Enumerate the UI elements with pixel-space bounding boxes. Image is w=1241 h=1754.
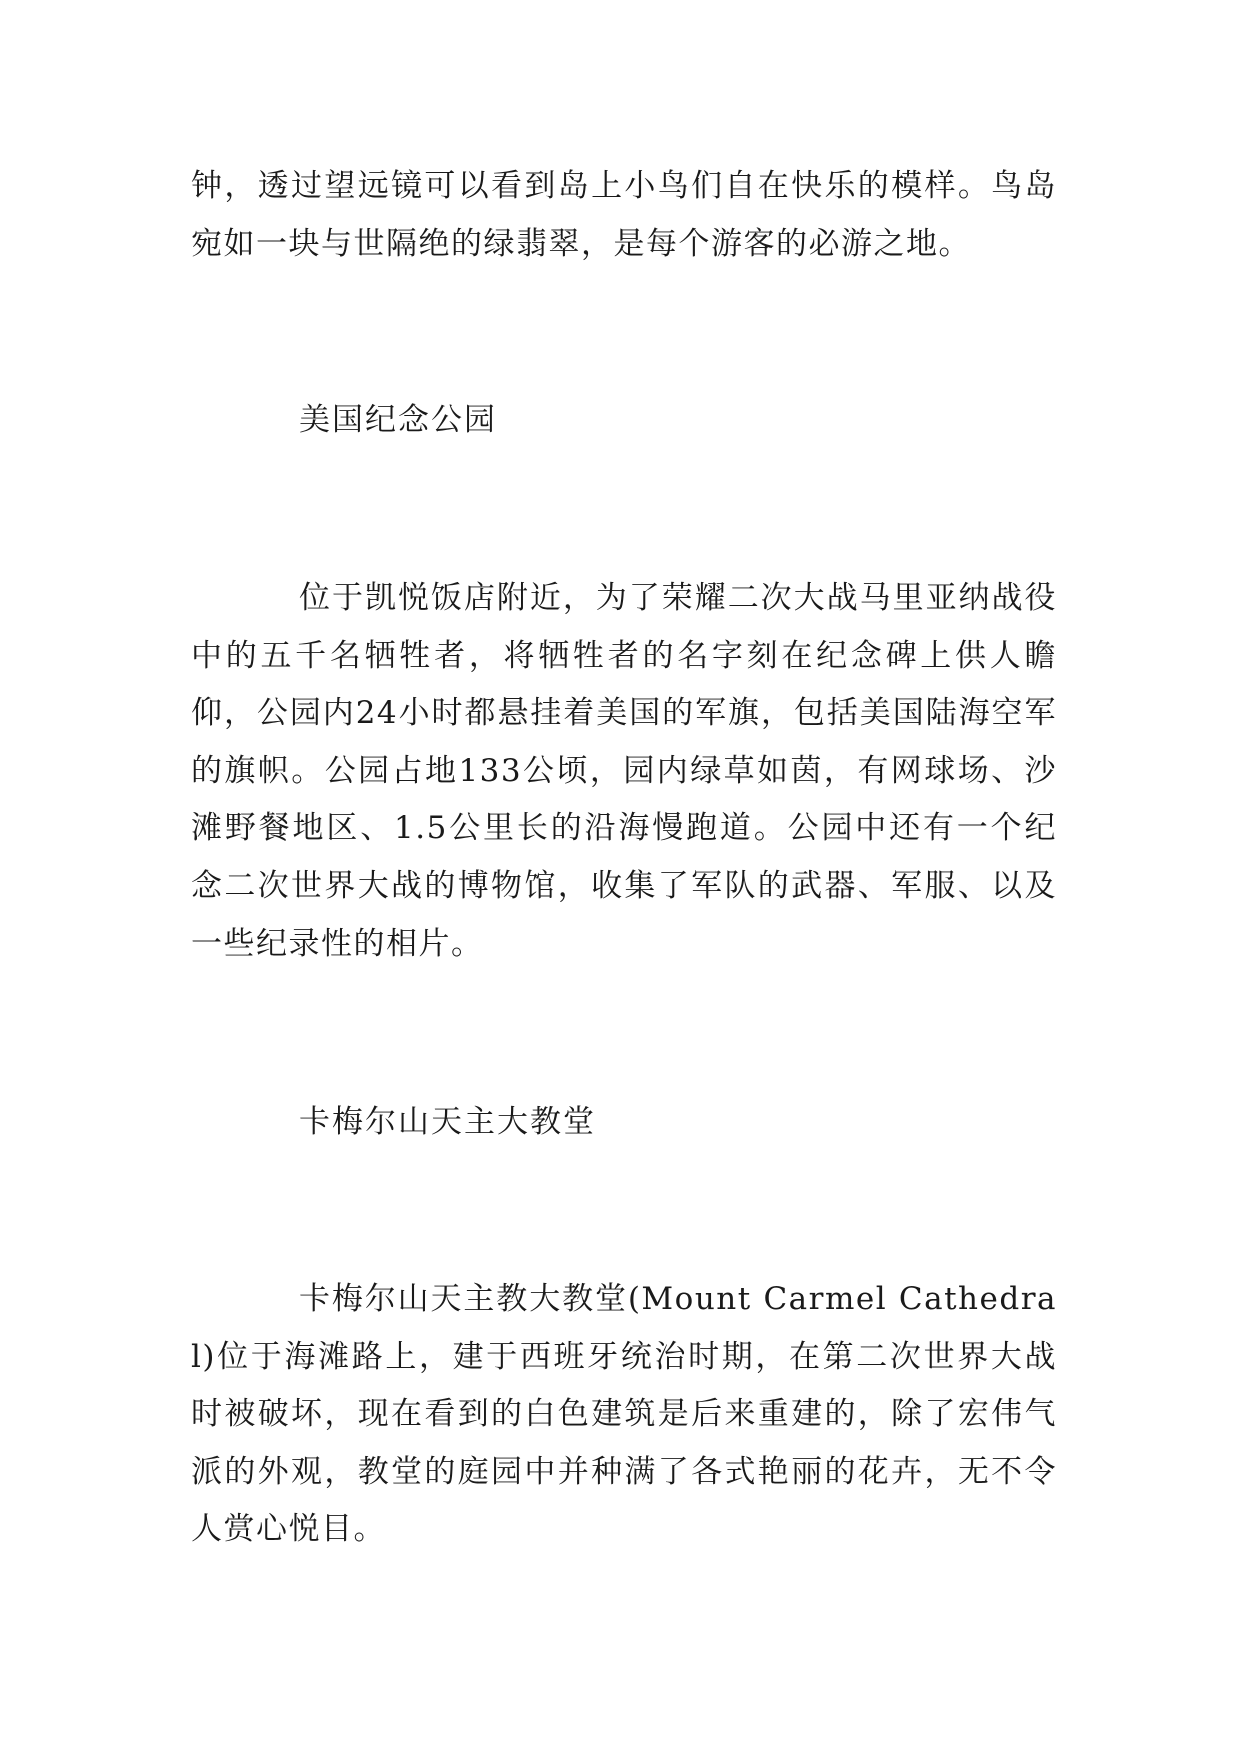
memorial-park-paragraph: 位于凯悦饭店附近，为了荣耀二次大战马里亚纳战役中的五千名牺牲者，将牺牲者的名字刻在纪念碑上供人瞻仰，公园内24小时都悬挂着美国的军旗，包括美国陆海空军的旗帜。公园占地133公顷，园内绿草如茵，有网球场、沙滩野餐地区、1.5公里长的沿海慢跑道。公园中还有一个纪念二次世界大战的博物馆，收集了军队的武器、军服、以及一些纪录性的相片。 [191, 580, 1057, 962]
intro-paragraph: 钟，透过望远镜可以看到岛上小鸟们自在快乐的模样。鸟岛宛如一块与世隔绝的绿翡翠，是每个游客的必游之地。 [191, 168, 1057, 262]
memorial-park-heading: 美国纪念公园 [299, 402, 497, 438]
cathedral-paragraph: 卡梅尔山天主教大教堂(Mount Carmel Cathedral)位于海滩路上，建于西班牙统治时期，在第二次世界大战时被破坏，现在看到的白色建筑是后来重建的，除了宏伟气派的外观，教堂的庭园中并种满了各式艳丽的花卉，无不令人赏心悦目。 [191, 1281, 1057, 1548]
cathedral-heading: 卡梅尔山天主大教堂 [299, 1104, 596, 1140]
